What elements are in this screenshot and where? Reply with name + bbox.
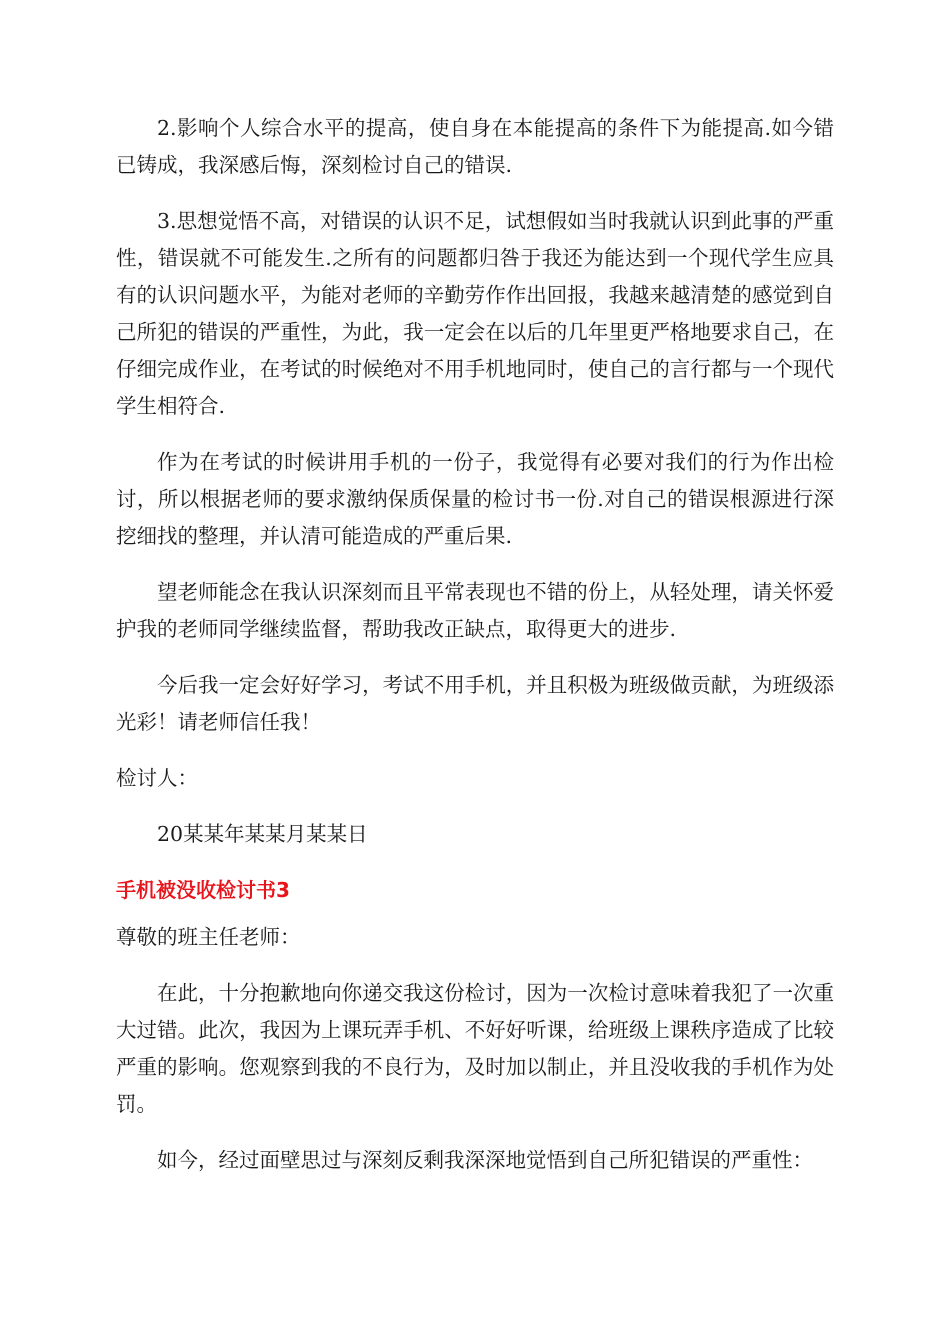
document-page [116, 110, 834, 1198]
paragraph-plea: 望老师能念在我认识深刻而且平常表现也不错的份上，从轻处理，请关怀爱护我的老师同学继续监督，帮助我改正缺点，取得更大的进步. [116, 580, 834, 641]
paragraph-promise: 今后我一定会好好学习，考试不用手机，并且积极为班级做贡献，为班级添光彩！请老师信任我！ [116, 673, 834, 734]
signer-label: 检讨人： [116, 766, 198, 790]
paragraph-reflection: 作为在考试的时候讲用手机的一份子，我觉得有必要对我们的行为作出检讨，所以根据老师的要求激纳保质保量的检讨书一份.对自己的错误根源进行深挖细找的整理，并认清可能造成的严重后果. [116, 450, 834, 548]
paragraph-point-3: 3.思想觉悟不高，对错误的认识不足，试想假如当时我就认识到此事的严重性，错误就不可能发生.之所有的问题都归咎于我还为能达到一个现代学生应具有的认识问题水平，为能对老师的辛勤劳作作出回报，我越来越清楚的感觉到自己所犯的错误的严重性，为此，我一定会在以后的几年里更严格地要求自己，在仔细完成作业，在考试的时候绝对不用手机地同时，使自己的言行都与一个现代学生相符合. [116, 209, 834, 418]
salutation: 尊敬的班主任老师： [116, 925, 301, 949]
paragraph-apology: 在此，十分抱歉地向你递交我这份检讨，因为一次检讨意味着我犯了一次重大过错。此次，我因为上课玩弄手机、不好好听课，给班级上课秩序造成了比较严重的影响。您观察到我的不良行为，及时加以制止，并且没收我的手机作为处罚。 [116, 981, 834, 1116]
signature-date: 20某某年某某月某某日 [157, 822, 368, 846]
paragraph-point-2: 2.影响个人综合水平的提高，使自身在本能提高的条件下为能提高.如今错已铸成，我深感后悔，深刻检讨自己的错误. [116, 116, 834, 177]
section-heading: 手机被没收检讨书3 [116, 878, 290, 902]
paragraph-realization: 如今，经过面壁思过与深刻反剩我深深地觉悟到自己所犯错误的严重性： [157, 1148, 813, 1172]
